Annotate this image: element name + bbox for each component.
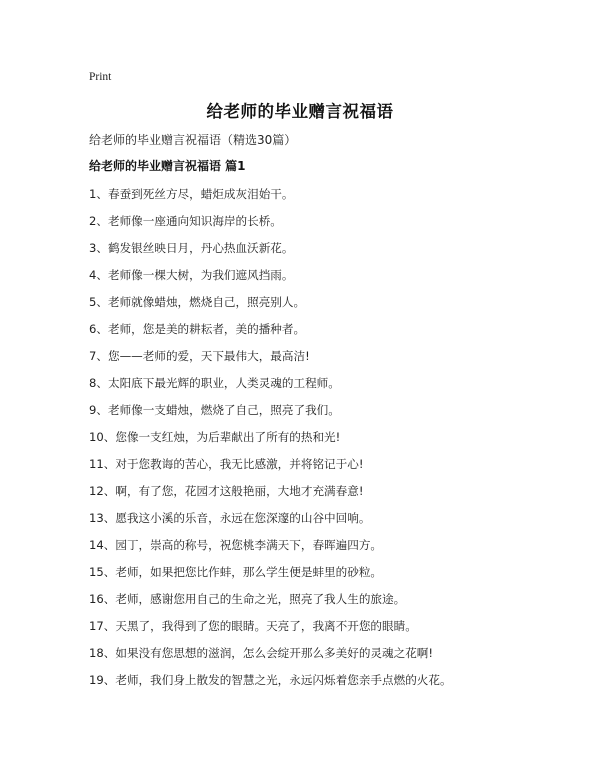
list-item: 6、老师，您是美的耕耘者，美的播种者。 xyxy=(89,322,306,336)
list-item: 13、愿我这小溪的乐音，永远在您深邃的山谷中回响。 xyxy=(89,511,371,525)
list-item: 5、老师就像蜡烛，燃烧自己，照亮别人。 xyxy=(89,295,306,309)
document-title: 给老师的毕业赠言祝福语 xyxy=(206,102,394,121)
list-item: 9、老师像一支蜡烛，燃烧了自己，照亮了我们。 xyxy=(89,403,340,417)
blessing-list xyxy=(89,184,559,697)
list-item: 10、您像一支红烛，为后辈献出了所有的热和光! xyxy=(89,430,341,444)
list-item: 7、您——老师的爱，天下最伟大，最高洁! xyxy=(89,349,310,363)
list-item: 1、春蚕到死丝方尽，蜡炬成灰泪始干。 xyxy=(89,187,294,201)
list-item: 18、如果没有您思想的滋润，怎么会绽开那么多美好的灵魂之花啊! xyxy=(89,646,434,660)
list-item: 17、天黑了，我得到了您的眼睛。天亮了，我离不开您的眼睛。 xyxy=(89,619,417,633)
list-item: 19、老师，我们身上散发的智慧之光，永远闪烁着您亲手点燃的火花。 xyxy=(89,673,452,687)
list-item: 8、太阳底下最光辉的职业，人类灵魂的工程师。 xyxy=(89,376,340,390)
list-item: 14、园丁，崇高的称号，祝您桃李满天下，春晖遍四方。 xyxy=(89,538,383,552)
list-item: 3、鹤发银丝映日月，丹心热血沃新花。 xyxy=(89,241,294,255)
list-item: 11、对于您教诲的苦心，我无比感激，并将铭记于心! xyxy=(89,457,364,471)
list-item: 12、啊，有了您，花园才这般艳丽，大地才充满春意! xyxy=(89,484,364,498)
document-subtitle: 给老师的毕业赠言祝福语（精选30篇） xyxy=(89,133,297,147)
list-item: 15、老师，如果把您比作蚌，那么学生便是蚌里的砂粒。 xyxy=(89,565,383,579)
print-label: Print xyxy=(89,71,112,83)
list-item: 16、老师，感谢您用自己的生命之光，照亮了我人生的旅途。 xyxy=(89,592,406,606)
list-item: 2、老师像一座通向知识海岸的长桥。 xyxy=(89,214,282,228)
section-heading: 给老师的毕业赠言祝福语 篇1 xyxy=(89,159,246,173)
list-item: 4、老师像一棵大树，为我们遮风挡雨。 xyxy=(89,268,294,282)
